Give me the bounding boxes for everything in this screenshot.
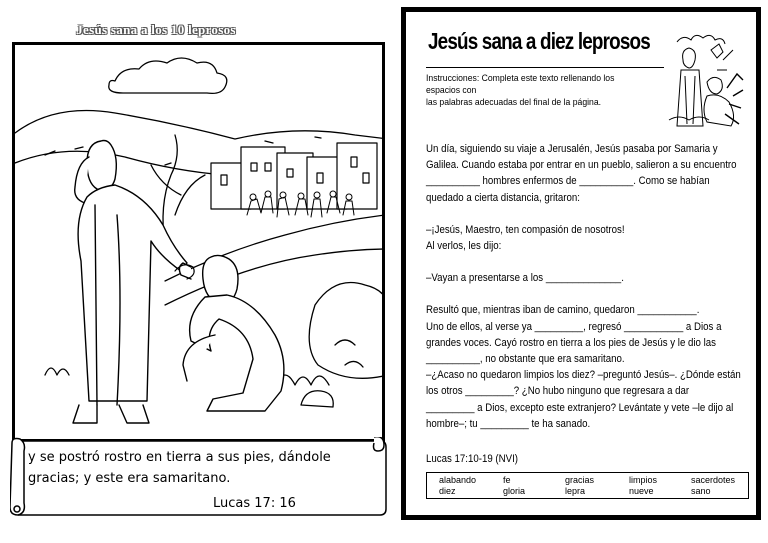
- fill-in-text: [426, 141, 741, 432]
- body-line: hombre–; tu _________ te ha sanado.: [426, 417, 591, 430]
- title-underline: [426, 67, 664, 68]
- body-line: –¡Jesús, Maestro, ten compasión de nosotros!: [426, 223, 625, 236]
- word-bank-word: diez: [439, 486, 456, 496]
- word-bank-word: nueve: [629, 486, 654, 496]
- instructions-line-1: Instrucciones: Completa este texto rellenando los espacios con: [426, 72, 615, 95]
- instructions: [426, 72, 642, 108]
- body-line: __________ hombres enfermos de __________. Como se habían: [426, 175, 710, 188]
- jesus-figure: [73, 141, 187, 424]
- kneeling-leper: [179, 255, 284, 411]
- word-bank-word: alabando: [439, 475, 477, 485]
- body-line: quedado a cierta distancia, gritaron:: [426, 191, 580, 204]
- body-line: Galilea. Cuando estaba por entrar en un pueblo, salieron a su encuentro: [426, 159, 737, 172]
- city: [211, 143, 377, 209]
- body-line: grandes voces. Cayó rostro en tierra a los pies de Jesús y le dio las: [426, 336, 717, 349]
- body-line: __________, no obstante que era samaritano.: [426, 353, 625, 366]
- hill-back: [15, 111, 385, 140]
- body-line: los otros _________? ¿No hubo ninguno que regresara a dar: [426, 385, 690, 398]
- word-bank-word: sacerdotes: [691, 475, 736, 485]
- cloud: [109, 58, 227, 93]
- body-line: Un día, siguiendo su viaje a Jerusalén, Jesús pasaba por Samaria y: [426, 143, 718, 155]
- caption-text: y se postró rostro en tierra a sus pies, dándole gracias; y este era samaritano.: [28, 450, 331, 486]
- left-page-title: Jesús sana a los 10 leprosos: [76, 22, 236, 37]
- body-line: Al verlos, les dijo:: [426, 240, 502, 253]
- body-line: –Vayan a presentarse a los ______________.: [426, 272, 624, 285]
- instructions-line-2: las palabras adecuadas del final de la página.: [426, 96, 602, 107]
- word-bank-word: lepra: [565, 486, 586, 496]
- word-bank-word: gracias: [565, 475, 595, 485]
- road: [165, 215, 385, 281]
- worksheet-title: Jesús sana a diez leprosos: [428, 28, 650, 54]
- body-line: [426, 286, 716, 302]
- word-bank-word: limpios: [629, 475, 658, 485]
- body-line: Uno de ellos, al verse ya _________, regresó ___________ a Dios a: [426, 320, 722, 333]
- body-line: [426, 254, 716, 270]
- body-line: [426, 206, 716, 222]
- word-bank-word: fe: [503, 475, 511, 485]
- worksheet-reference: Lucas 17:10-19 (NVI): [426, 453, 519, 465]
- word-bank-word: sano: [691, 486, 711, 496]
- body-line: _________ a Dios, excepto este extranjero? Levántate y vete –le dijo al: [426, 401, 734, 414]
- rock: [301, 391, 333, 407]
- word-bank-word: gloria: [503, 486, 526, 496]
- word-bank: [426, 472, 749, 499]
- caption-reference: Lucas 17: 16: [213, 496, 296, 511]
- body-line: Resultó que, mientras iban de camino, quedaron ___________.: [426, 304, 700, 317]
- worksheet-illustration: [667, 30, 747, 130]
- body-line: –¿Acaso no quedaron limpios los diez? –preguntó Jesús–. ¿Dónde están: [426, 369, 741, 382]
- coloring-illustration: [12, 42, 385, 442]
